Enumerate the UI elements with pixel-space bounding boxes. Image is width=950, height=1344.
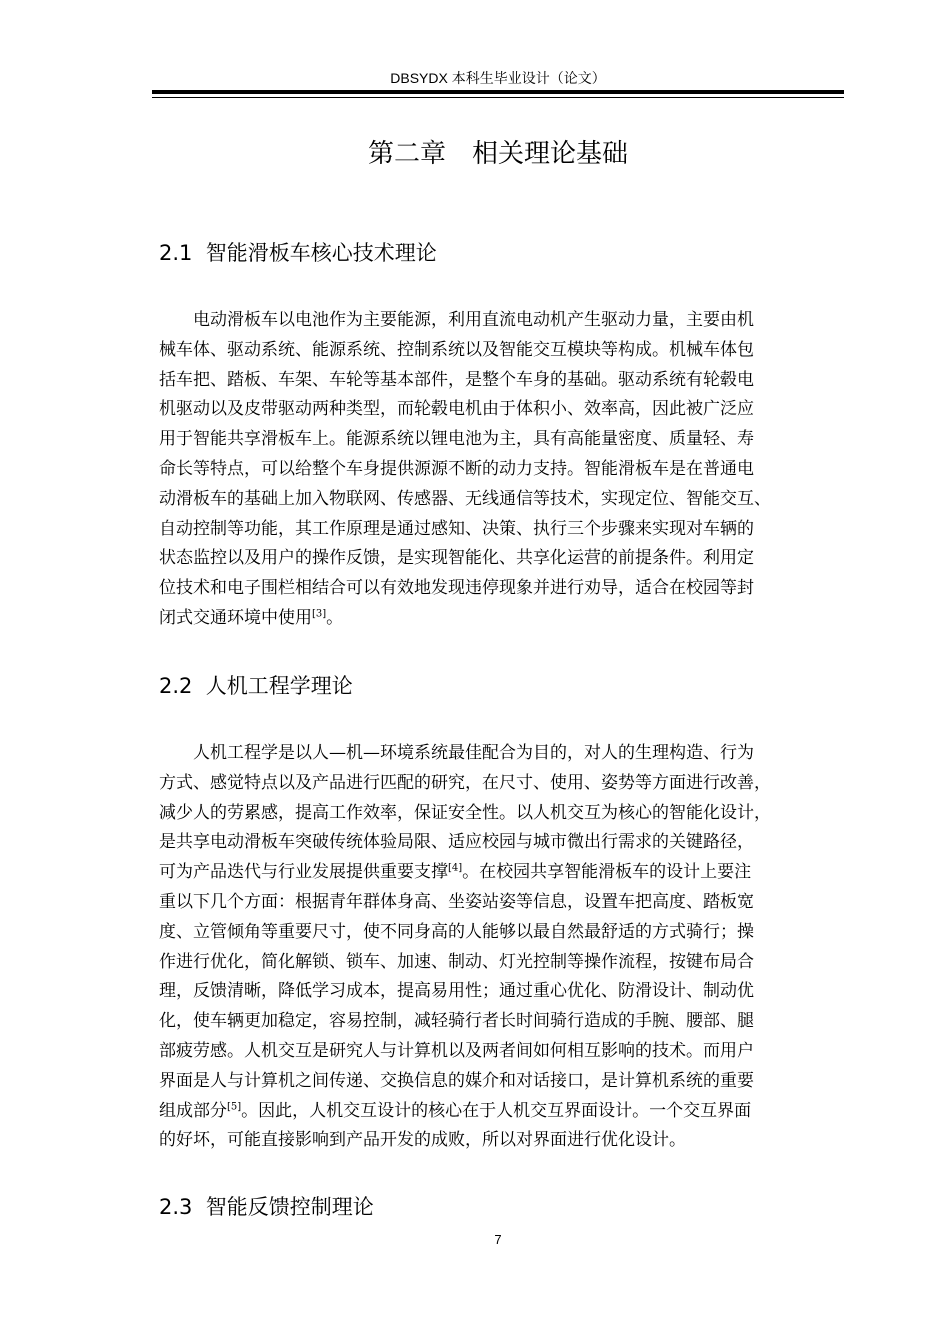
paragraph-2-1 (159, 306, 839, 634)
paragraph-line: 界面是人与计算机之间传递、交换信息的媒介和对话接口，是计算机系统的重要 (159, 1070, 754, 1091)
paragraph-line: 状态监控以及用户的操作反馈，是实现智能化、共享化运营的前提条件。利用定 (159, 548, 754, 569)
paragraph-line: 电动滑板车以电池作为主要能源，利用直流电动机产生驱动力量，主要由机 (193, 310, 754, 330)
paragraph-line: 命长等特点，可以给整个车身提供源源不断的动力支持。智能滑板车是在普通电 (159, 458, 754, 479)
paragraph-line: 机驱动以及皮带驱动两种类型，而轮毂电机由于体积小、效率高，因此被广泛应 (159, 399, 754, 420)
citation-link-3[interactable]: [3] (312, 608, 327, 620)
paragraph-line: 方式、感觉特点以及产品进行匹配的研究，在尺寸、使用、姿势等方面进行改善， (159, 772, 771, 793)
paragraph-line: 动滑板车的基础上加入物联网、传感器、无线通信等技术，实现定位、智能交互、 (159, 488, 771, 509)
citation-link-5[interactable]: [5] (227, 1100, 242, 1112)
section-heading-2-3: 2.3 智能反馈控制理论 (159, 1195, 374, 1219)
paragraph-line: 是共享电动滑板车突破传统体验局限、适应校园与城市微出行需求的关键路径， (159, 832, 754, 853)
paragraph-line: 位技术和电子围栏相结合可以有效地发现违停现象并进行劝导，适合在校园等封 (159, 578, 754, 599)
paragraph-2-2 (159, 739, 839, 1156)
line-text: 。在校园共享智能滑板车的设计上要注 (462, 862, 752, 883)
paragraph-line: 人机工程学是以人—机—环境系统最佳配合为目的，对人的生理构造、行为 (193, 743, 754, 763)
running-header: DBSYDX 本科生毕业设计（论文） (390, 70, 606, 86)
paragraph-line: 部疲劳感。人机交互是研究人与计算机以及两者间如何相互影响的技术。而用户 (159, 1040, 754, 1061)
paragraph-line-cited (159, 604, 839, 634)
paragraph-line: 的好坏，可能直接影响到产品开发的成败，所以对界面进行优化设计。 (159, 1130, 686, 1151)
section-heading-2-1: 2.1 智能滑板车核心技术理论 (159, 241, 437, 265)
section-heading-2-2: 2.2 人机工程学理论 (159, 674, 353, 698)
line-text: 闭式交通环境中使用 (159, 607, 312, 628)
header-rule-thin (152, 97, 844, 98)
page-number: 7 (494, 1232, 502, 1247)
line-text: 可为产品迭代与行业发展提供重要支撑 (159, 862, 448, 883)
paragraph-line-cited (159, 1097, 839, 1127)
paragraph-line: 括车把、踏板、车架、车轮等基本部件，是整个车身的基础。驱动系统有轮毂电 (159, 369, 754, 390)
line-text: 。因此，人机交互设计的核心在于人机交互界面设计。一个交互界面 (241, 1100, 752, 1121)
paragraph-line: 理，反馈清晰，降低学习成本，提高易用性；通过重心优化、防滑设计、制动优 (159, 981, 754, 1002)
paragraph-line: 械车体、驱动系统、能源系统、控制系统以及智能交互模块等构成。机械车体包 (159, 339, 754, 360)
paragraph-line: 化，使车辆更加稳定，容易控制，减轻骑行者长时间骑行造成的手腕、腰部、腿 (159, 1011, 754, 1032)
paragraph-line: 减少人的劳累感，提高工作效率，保证安全性。以人机交互为核心的智能化设计， (159, 802, 771, 823)
paragraph-line: 作进行优化，简化解锁、锁车、加速、制动、灯光控制等操作流程，按键布局合 (159, 951, 754, 972)
paragraph-line: 自动控制等功能，其工作原理是通过感知、决策、执行三个步骤来实现对车辆的 (159, 518, 754, 539)
line-text: 组成部分 (159, 1100, 227, 1121)
paragraph-line: 度、立管倾角等重要尺寸，使不同身高的人能够以最自然最舒适的方式骑行；操 (159, 921, 754, 942)
line-end: 。 (326, 607, 344, 628)
header-rule-thick (152, 90, 844, 94)
chapter-title: 第二章 相关理论基础 (367, 139, 628, 169)
paragraph-line: 重以下几个方面：根据青年群体身高、坐姿站姿等信息，设置车把高度、踏板宽 (159, 891, 754, 912)
paragraph-line-cited (159, 858, 839, 888)
paragraph-line: 用于智能共享滑板车上。能源系统以锂电池为主，具有高能量密度、质量轻、寿 (159, 429, 754, 450)
citation-link-4[interactable]: [4] (448, 862, 463, 874)
